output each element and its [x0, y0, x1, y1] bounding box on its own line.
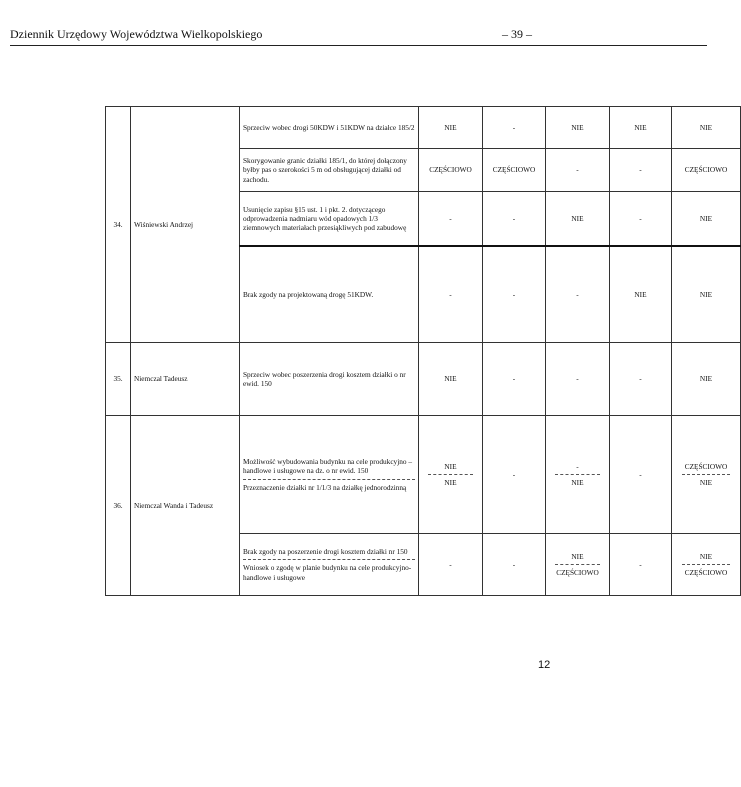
page-number-header: – 39 – — [502, 27, 532, 41]
value-cell — [483, 534, 546, 596]
value-part: - — [576, 461, 579, 471]
dashed-divider — [682, 474, 730, 475]
value-cell — [419, 534, 483, 596]
value-cell — [610, 416, 672, 534]
dashed-divider — [243, 479, 415, 480]
value-part: - — [449, 559, 452, 569]
value-part: NIE — [699, 551, 713, 561]
comment-text: Brak zgody na projektowaną drogę 51KDW. — [240, 246, 419, 343]
value-part: NIE — [699, 478, 713, 487]
value-cell — [546, 534, 610, 596]
comment-text — [240, 534, 419, 596]
value-part: CZĘŚCIOWO — [556, 568, 599, 577]
resolution-table — [105, 106, 728, 598]
value-cell: CZĘŚCIOWO — [483, 149, 546, 192]
value-cell: NIE — [419, 343, 483, 416]
row-number: 34. — [106, 107, 131, 343]
value-cell: NIE — [672, 343, 741, 416]
value-cell: - — [610, 343, 672, 416]
comment-part: Brak zgody na poszerzenie drogi kosztem działki nr 150 — [243, 547, 408, 557]
publication-title: Dziennik Urzędowy Województwa Wielkopolskiego — [10, 27, 263, 41]
value-cell: - — [483, 343, 546, 416]
header-rule — [10, 45, 707, 46]
value-cell: - — [546, 246, 610, 343]
value-cell: - — [483, 192, 546, 246]
row-number: 35. — [106, 343, 131, 416]
value-part: NIE — [444, 461, 457, 471]
value-cell: - — [483, 107, 546, 149]
value-cell: NIE — [546, 192, 610, 246]
value-cell: NIE — [672, 192, 741, 246]
value-cell: - — [419, 192, 483, 246]
value-part: CZĘŚCIOWO — [684, 568, 728, 577]
table-row — [106, 416, 741, 534]
dashed-divider — [682, 564, 730, 565]
applicant-name: Niemczal Tadeusz — [131, 343, 240, 416]
value-cell — [672, 534, 741, 596]
value-part: - — [639, 559, 642, 569]
applicant-name: Niemczal Wanda i Tadeusz — [131, 416, 240, 596]
applicant-name: Wiśniewski Andrzej — [131, 107, 240, 343]
value-part: - — [512, 469, 516, 479]
page-footer-number: 12 — [538, 659, 551, 671]
comment-part: Przeznaczenie działki nr 1/1/3 na działkę jednorodzinną — [243, 482, 407, 492]
value-cell: NIE — [672, 246, 741, 343]
value-cell — [610, 534, 672, 596]
value-cell: CZĘŚCIOWO — [419, 149, 483, 192]
comment-part: Możliwość wybudowania budynku na cele produkcyjno – handlowe i usługowe na dz. o nr ewid. 150 — [243, 457, 413, 476]
table-row — [106, 343, 741, 416]
value-cell: NIE — [610, 107, 672, 149]
value-part: CZĘŚCIOWO — [684, 461, 728, 471]
value-cell: - — [419, 246, 483, 343]
value-cell — [419, 416, 483, 534]
comments-table — [105, 106, 741, 596]
value-part: - — [639, 469, 642, 479]
dashed-divider — [243, 559, 415, 560]
value-cell: - — [610, 149, 672, 192]
value-part: NIE — [444, 478, 457, 487]
table-row — [106, 107, 741, 149]
value-cell — [546, 416, 610, 534]
value-cell: NIE — [546, 107, 610, 149]
comment-text: Sprzeciw wobec poszerzenia drogi kosztem działki o nr ewid. 150 — [240, 343, 419, 416]
row-number: 36. — [106, 416, 131, 596]
value-cell — [672, 416, 741, 534]
value-part: NIE — [571, 551, 584, 561]
value-cell: NIE — [419, 107, 483, 149]
comment-text: Sprzeciw wobec drogi 50KDW i 51KDW na działce 185/2 — [240, 107, 419, 149]
value-part: - — [512, 559, 516, 569]
value-part: NIE — [571, 478, 584, 487]
value-cell — [483, 416, 546, 534]
value-cell: - — [610, 192, 672, 246]
comment-text: Skorygowanie granic działki 185/1, do której dołączony byłby pas o szerokości 5 m od obsługującej działki od zachodu. — [240, 149, 419, 192]
value-cell: - — [483, 246, 546, 343]
dashed-divider — [555, 474, 599, 475]
value-cell: NIE — [610, 246, 672, 343]
value-cell: NIE — [672, 107, 741, 149]
dashed-divider — [428, 474, 472, 475]
dashed-divider — [555, 564, 599, 565]
comment-text — [240, 416, 419, 534]
value-cell: - — [546, 149, 610, 192]
comment-part: Wniosek o zgodę w planie budynku na cele produkcyjno-handlowe i usługowe — [243, 563, 412, 582]
value-cell: CZĘŚCIOWO — [672, 149, 741, 192]
comment-text: Usunięcie zapisu §15 ust. 1 i pkt. 2. dotyczącego odprowadzenia nadmiaru wód opadowych 1/3 ziemnowych materiałach przesiąkliwych pod zabudowę — [240, 192, 419, 246]
value-cell: - — [546, 343, 610, 416]
